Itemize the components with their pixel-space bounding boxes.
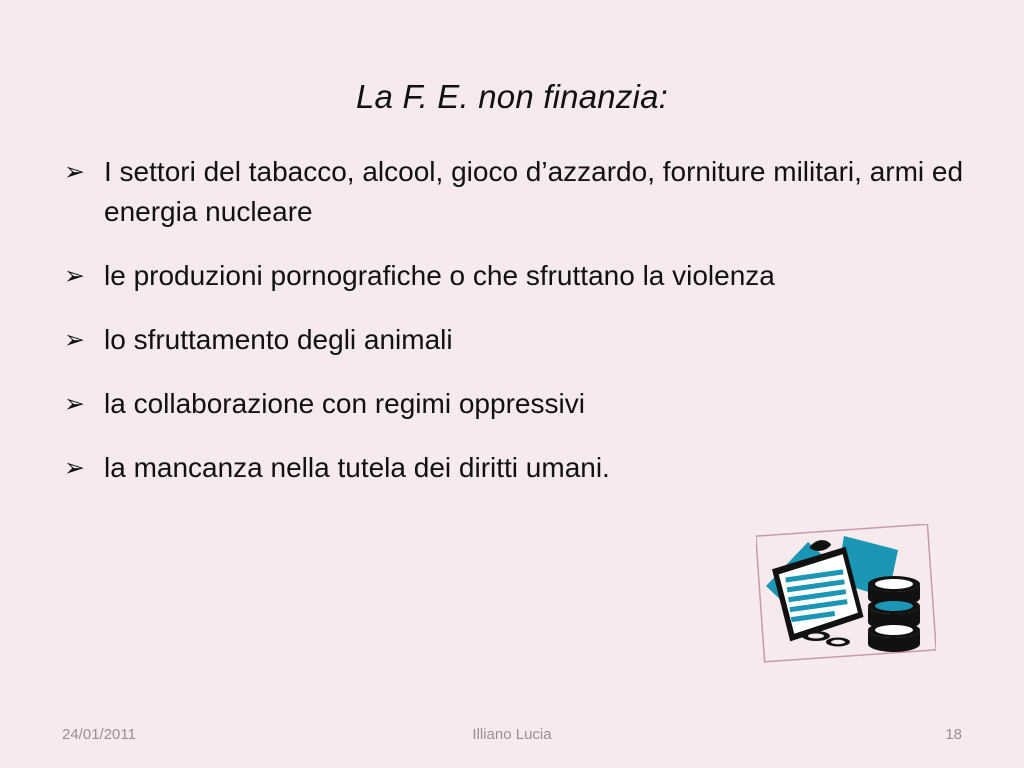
arrow-bullet-icon: ➢ [64,158,85,186]
arrow-bullet-icon: ➢ [64,326,85,354]
page-title: La F. E. non finanzia: [355,78,668,115]
list-item [58,384,988,424]
list-item-label: la mancanza nella tutela dei diritti umani. [104,452,610,483]
arrow-bullet-icon: ➢ [64,390,85,418]
list-item [58,448,988,488]
list-item-label: I settori del tabacco, alcool, gioco d’azzardo, forniture militari, armi ed energia nucleare [104,156,964,227]
bullet-list [58,152,988,512]
arrow-bullet-icon: ➢ [64,262,85,290]
money-documents-clipart-icon [756,524,936,664]
list-item [58,320,988,360]
slide-footer [0,726,1024,746]
list-item [58,152,988,232]
footer-page-number: 18 [945,726,962,743]
list-item-label: la collaborazione con regimi oppressivi [104,388,585,419]
list-item-label: le produzioni pornografiche o che sfruttano la violenza [104,260,775,291]
arrow-bullet-icon: ➢ [64,454,85,482]
list-item-label: lo sfruttamento degli animali [104,324,453,355]
footer-author: Illiano Lucia [472,726,552,743]
footer-date: 24/01/2011 [62,726,136,743]
list-item [58,256,988,296]
